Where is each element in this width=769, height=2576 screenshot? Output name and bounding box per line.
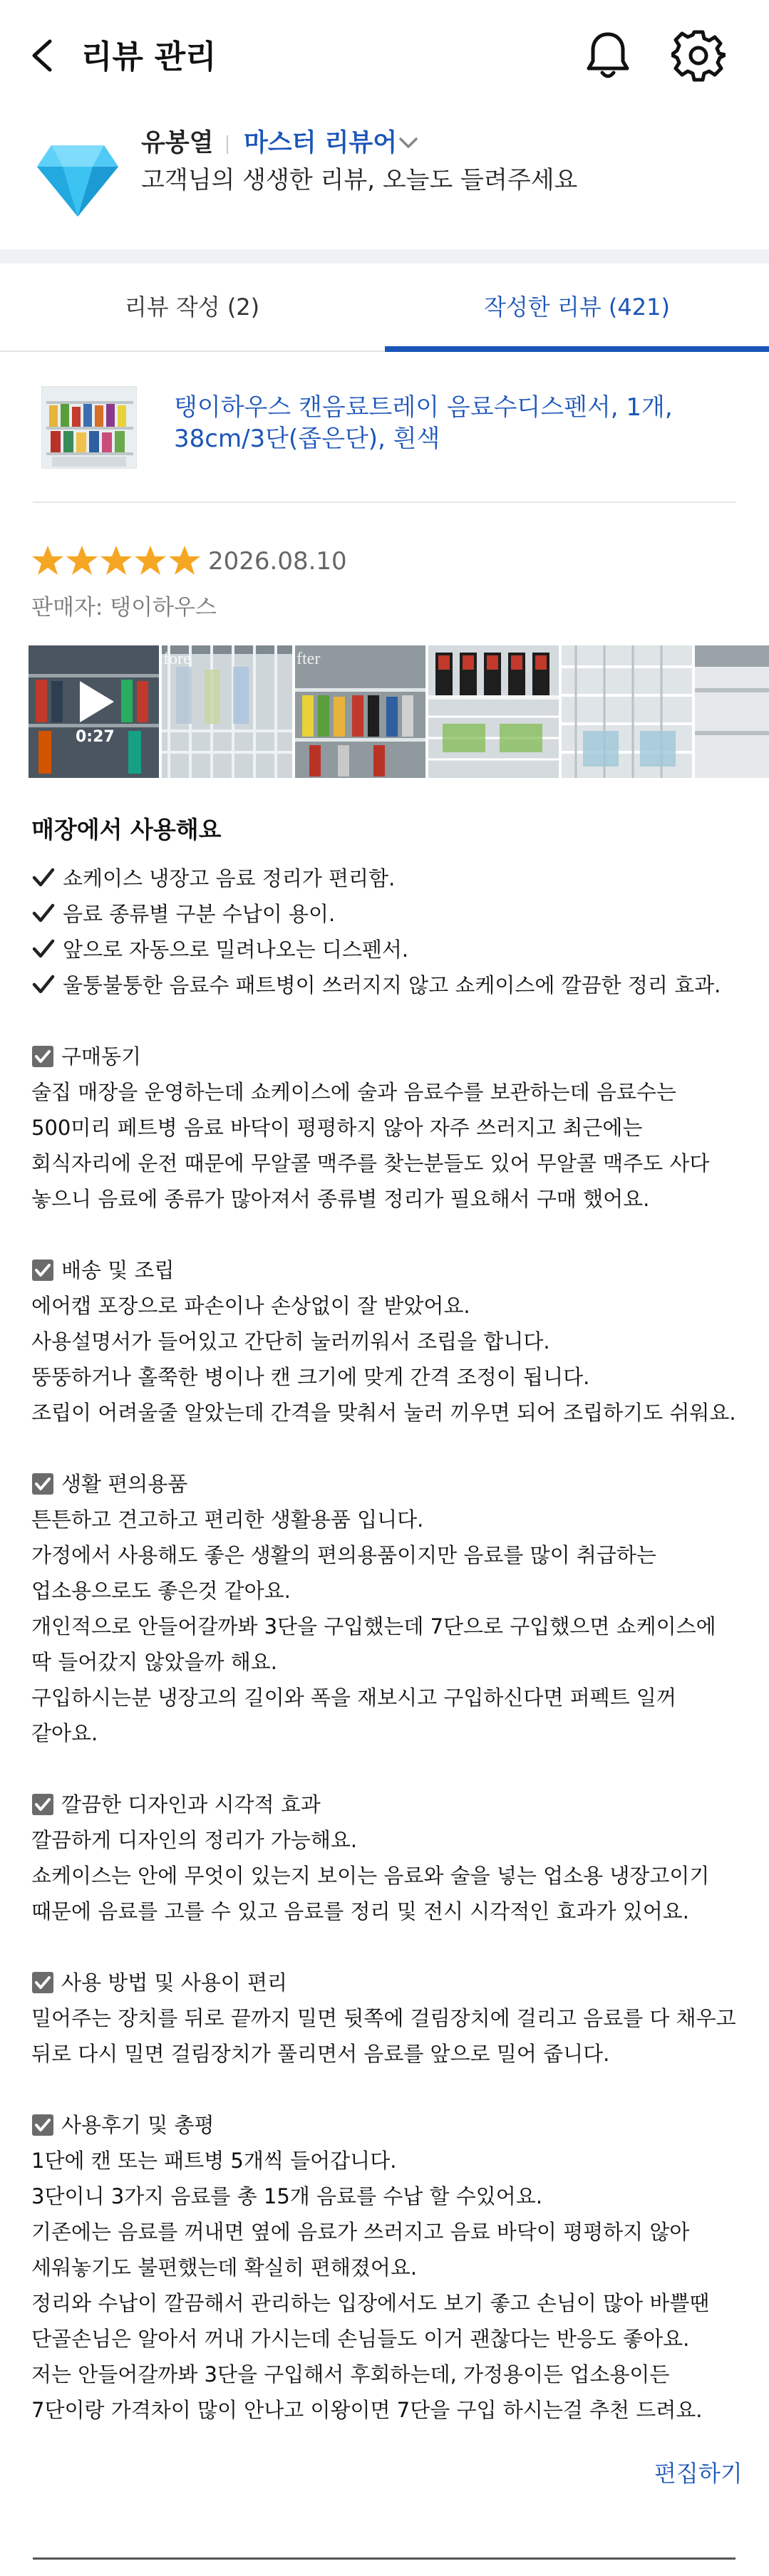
review-photo[interactable] [162, 645, 292, 778]
section-heading: 구매동기 [31, 1039, 744, 1074]
photo-label: fore [163, 650, 191, 668]
star-icon [134, 544, 167, 577]
checkmark-icon [31, 937, 56, 961]
review-text-line: 딱 들어갔지 않았을까 해요. [31, 1650, 278, 1674]
review-photo[interactable] [562, 645, 692, 778]
star-icon [100, 544, 133, 577]
video-duration: 0:27 [76, 728, 115, 746]
review-media-strip[interactable] [29, 645, 769, 778]
review-text-line: 에어캡 포장으로 파손이나 손상없이 잘 받았어요. [31, 1294, 470, 1318]
checkbox-checked-icon [31, 1473, 54, 1495]
product-thumbnail[interactable] [41, 386, 137, 469]
review-text-line: 기존에는 음료를 꺼내면 옆에 음료가 쓰러지고 음료 바닥이 평평하지 않아 [31, 2220, 690, 2244]
review-text-line: 깔끔하게 디자인의 정리가 가능해요. [31, 1828, 358, 1852]
section-heading: 사용 방법 및 사용이 편리 [31, 1965, 744, 2000]
divider [33, 2557, 736, 2560]
section-heading: 깔끔한 디자인과 시각적 효과 [31, 1787, 744, 1822]
active-tab-indicator [385, 346, 769, 352]
diamond-icon [36, 141, 120, 219]
gear-icon [671, 28, 726, 83]
review-tabs [0, 264, 769, 352]
profile-subtitle: 고객님의 생생한 리뷰, 오늘도 들려주세요 [141, 166, 578, 194]
star-icon [168, 544, 201, 577]
review-text-line: 500미리 페트병 음료 바닥이 평평하지 않아 자주 쓰러지고 최근에는 [31, 1116, 643, 1140]
review-text-line: 3단이니 3가지 음료를 총 15개 음료를 수납 할 수있어요. [31, 2184, 543, 2208]
highlight-item: 울퉁불퉁한 음료수 패트병이 쓰러지지 않고 쇼케이스에 깔끔한 정리 효과. [31, 967, 744, 1003]
review-text-line: 때문에 음료를 고를 수 있고 음료를 정리 및 전시 시각적인 효과가 있어요. [31, 1899, 690, 1923]
profile-section [0, 114, 769, 249]
edit-review-button[interactable]: 편집하기 [654, 2460, 743, 2487]
review-text-line: 사용설명서가 들어있고 간단히 눌러끼워서 조립을 합니다. [31, 1329, 550, 1354]
review-text-line: 쇼케이스는 안에 무엇이 있는지 보이는 음료와 술을 넣는 업소용 냉장고이기 [31, 1864, 710, 1888]
review-photo[interactable] [295, 645, 425, 778]
back-button[interactable] [27, 34, 58, 77]
checkbox-checked-icon [31, 2114, 54, 2136]
review-text-line: 튼튼하고 견고하고 편리한 생활용품 입니다. [31, 1507, 424, 1532]
photo-label: fter [296, 650, 321, 668]
bell-icon [583, 28, 633, 83]
star-icon [31, 544, 64, 577]
highlight-item: 음료 종류별 구분 수납이 용이. [31, 896, 744, 932]
review-photo[interactable] [695, 645, 769, 778]
section-heading: 생활 편의용품 [31, 1466, 744, 1502]
checkbox-checked-icon [31, 1793, 54, 1816]
name-divider [227, 135, 228, 154]
chevron-down-icon[interactable] [396, 133, 420, 154]
chevron-left-icon [27, 34, 58, 77]
review-text-line: 정리와 수납이 깔끔해서 관리하는 입장에서도 보기 좋고 손님이 많아 바쁠땐 [31, 2291, 710, 2315]
review-text-line: 조립이 어려울줄 알았는데 간격을 맞춰서 눌러 끼우면 되어 조립하기도 쉬워요. [31, 1401, 736, 1425]
checkbox-checked-icon [31, 1045, 54, 1068]
review-text-line: 단골손님은 알아서 꺼내 가시는데 손님들도 이거 괜찮다는 반응도 좋아요. [31, 2327, 690, 2351]
user-name: 유봉열 [141, 129, 214, 157]
divider [33, 502, 736, 503]
review-video-thumbnail[interactable] [29, 645, 159, 778]
top-app-bar [0, 0, 769, 114]
review-text-line: 가정에서 사용해도 좋은 생활의 편의용품이지만 음료를 많이 취급하는 [31, 1543, 656, 1567]
review-text-line: 세워놓기도 불편했는데 확실히 편해졌어요. [31, 2255, 418, 2280]
checkbox-checked-icon [31, 1259, 54, 1282]
tab-written-reviews[interactable]: 작성한 리뷰 (421) [484, 294, 670, 321]
checkbox-checked-icon [31, 1971, 54, 1994]
review-date: 2026.08.10 [208, 547, 347, 576]
highlight-item: 쇼케이스 냉장고 음료 정리가 편리함. [31, 861, 744, 896]
tab-write-review[interactable]: 리뷰 작성 (2) [124, 294, 260, 321]
play-icon[interactable] [70, 677, 120, 727]
product-info[interactable] [0, 352, 769, 503]
review-text-line: 술집 매장을 운영하는데 쇼케이스에 술과 음료수를 보관하는데 음료수는 [31, 1080, 676, 1104]
review-text-line: 개인적으로 안들어갈까봐 3단을 구입했는데 7단으로 구입했으면 쇼케이스에 [31, 1614, 716, 1638]
section-heading: 사용후기 및 총평 [31, 2107, 744, 2143]
settings-button[interactable] [671, 28, 726, 83]
review-text-line: 저는 안들어갈까봐 3단을 구입해서 후회하는데, 가정용이든 업소용이든 [31, 2362, 670, 2387]
review-text-line: 뒤로 다시 밀면 걸림장치가 풀리면서 음료를 앞으로 밀어 줍니다. [31, 2042, 610, 2066]
page-title: 리뷰 관리 [81, 38, 217, 76]
reviewer-grade[interactable]: 마스터 리뷰어 [244, 129, 398, 157]
review-body [31, 861, 744, 2428]
highlight-item: 앞으로 자동으로 밀려나오는 디스펜서. [31, 932, 744, 967]
review-text-line: 밀어주는 장치를 뒤로 끝까지 밀면 뒷쪽에 걸림장치에 걸리고 음료를 다 채우고 [31, 2006, 736, 2030]
notification-button[interactable] [583, 28, 633, 83]
review-text-line: 업소용으로도 좋은것 같아요. [31, 1579, 291, 1603]
section-heading: 배송 및 조립 [31, 1252, 744, 1288]
review-photo[interactable] [428, 645, 559, 778]
review-text-line: 같아요. [31, 1721, 98, 1745]
review-text-line: 1단에 캔 또는 패트병 5개씩 들어갑니다. [31, 2149, 397, 2173]
seller-name: 판매자: 탱이하우스 [31, 595, 217, 620]
review-text-line: 놓으니 음료에 종류가 많아져서 종류별 정리가 필요해서 구매 했어요. [31, 1187, 650, 1211]
section-separator [0, 249, 769, 264]
review-text-line: 회식자리에 운전 때문에 무알콜 맥주를 찾는분들도 있어 무알콜 맥주도 사다 [31, 1151, 710, 1175]
review-text-line: 뚱뚱하거나 홀쭉한 병이나 캔 크기에 맞게 간격 조정이 됩니다. [31, 1365, 590, 1389]
review-text-line: 구입하시는분 냉장고의 길이와 폭을 재보시고 구입하신다면 퍼펙트 일꺼 [31, 1686, 676, 1710]
review-title: 매장에서 사용해요 [31, 816, 222, 843]
product-name[interactable]: 탱이하우스 캔음료트레이 음료수디스펜서, 1개, 38cm/3단(좁은단), 흰색 [174, 393, 673, 453]
checkmark-icon [31, 866, 56, 890]
checkmark-icon [31, 901, 56, 925]
review-text-line: 7단이랑 가격차이 많이 안나고 이왕이면 7단을 구입 하시는걸 추천 드려요. [31, 2398, 703, 2422]
star-icon [66, 544, 98, 577]
checkmark-icon [31, 972, 56, 997]
